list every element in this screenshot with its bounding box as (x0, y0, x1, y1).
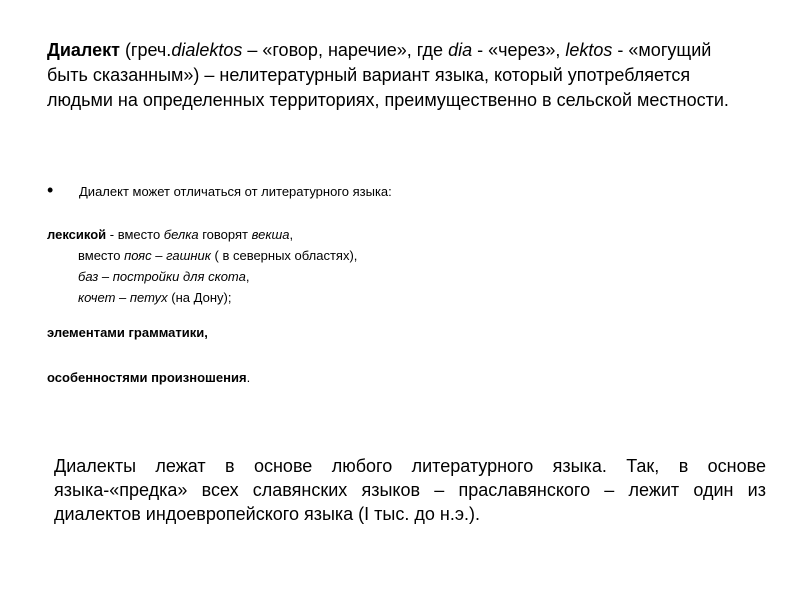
lexicon-line-1 (47, 227, 293, 242)
lexicon-text: , (289, 227, 294, 242)
lexicon-line-4 (47, 287, 747, 308)
definition-text-part: – «говор, наречие», где (242, 40, 449, 60)
lexicon-example: пояс – гашник (124, 248, 211, 263)
greek-word: dialektos (171, 40, 243, 60)
lexicon-text: говорят (198, 227, 252, 242)
pronunciation-end: . (246, 370, 251, 385)
bullet-marker: • (47, 180, 54, 200)
definition-term: Диалект (47, 40, 120, 60)
lexicon-text: ( в северных областях), (210, 248, 358, 263)
lexicon-text: вместо (78, 248, 125, 263)
lexicon-block (47, 224, 747, 308)
pronunciation-label: особенностями произношения (47, 370, 247, 385)
lexicon-line-3 (47, 266, 747, 287)
lexicon-example: векша (251, 227, 290, 242)
bullet-text: Диалект может отличаться от литературного языка: (79, 184, 392, 199)
grammar-item: элементами грамматики, (47, 325, 208, 340)
lexicon-example: баз – постройки для скота (78, 269, 246, 284)
conclusion-paragraph: Диалекты лежат в основе любого литературного языка. Так, в основе языка-«предка» всех славянских языков – праславянского – лежит один из диалектов индоевропейского языка (I тыс. до н.э.). (54, 456, 766, 524)
lexicon-example: кочет – петух (78, 290, 168, 305)
definition-text-part: - «могущий быть сказанным») – нелитературный вариант языка, который употребляется людьми на определенных территориях, преимущественно в сельской местности. (47, 40, 729, 110)
lexicon-text: , (245, 269, 250, 284)
lexicon-line-2 (47, 245, 747, 266)
lexicon-label: лексикой (47, 227, 107, 242)
word-lektos: lektos (565, 40, 613, 60)
pronunciation-item (47, 369, 250, 387)
lexicon-example: белка (163, 227, 199, 242)
definition-paragraph (47, 38, 757, 113)
definition-text-part: (греч. (119, 40, 172, 60)
lexicon-text: - вместо (106, 227, 164, 242)
definition-text-part: - «через», (472, 40, 566, 60)
word-dia: dia (448, 40, 473, 60)
lexicon-text: (на Дону); (167, 290, 232, 305)
